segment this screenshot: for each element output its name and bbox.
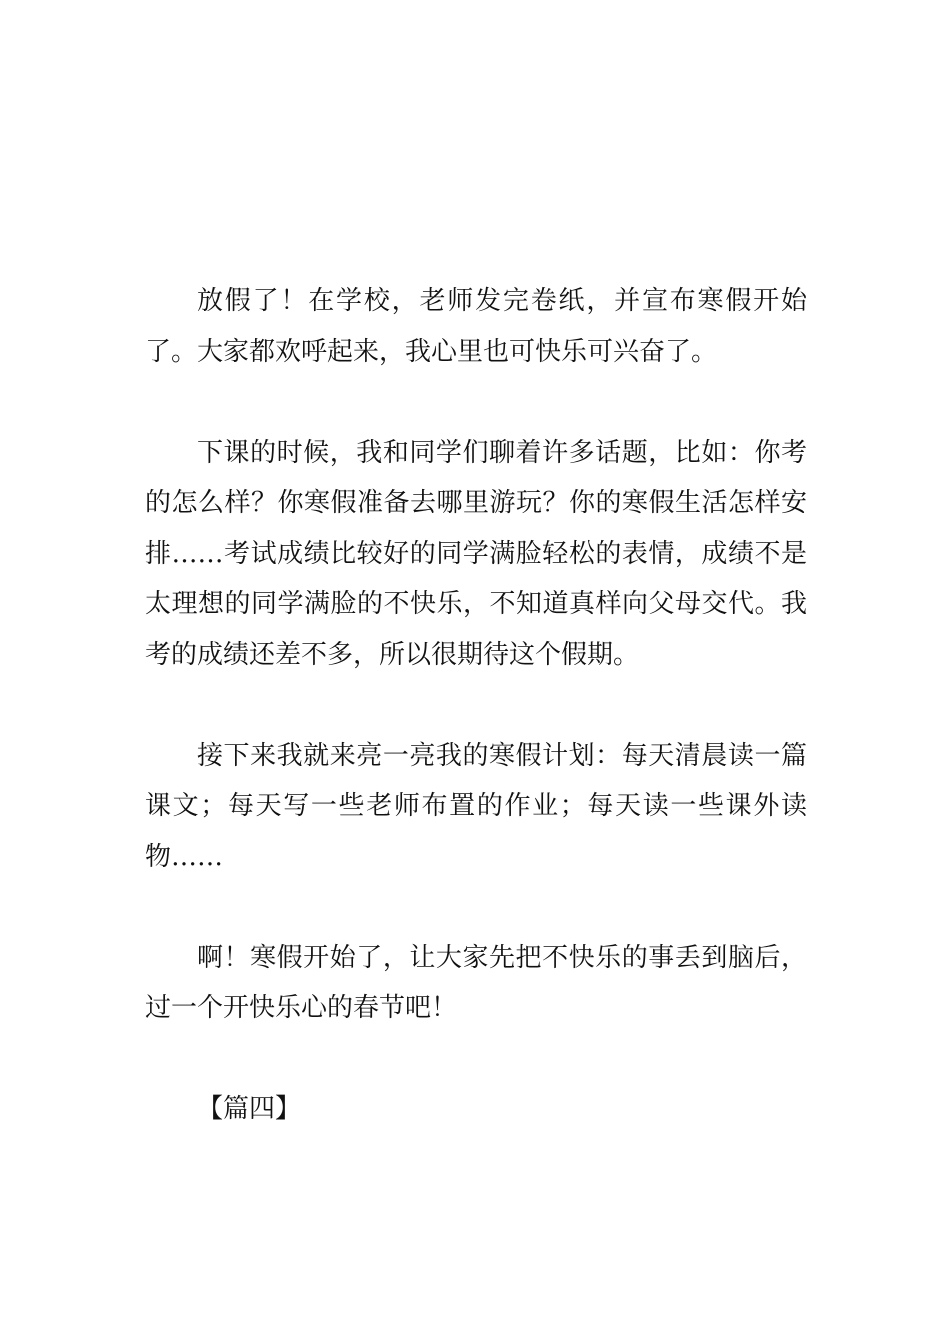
paragraph-2: 下课的时候，我和同学们聊着许多话题，比如：你考的怎么样？你寒假准备去哪里游玩？你的寒假生活怎样安排……考试成绩比较好的同学满脸轻松的表情，成绩不是太理想的同学满脸的不快乐，不知道真样向父母交代。我考的成绩还差不多，所以很期待这个假期。 <box>145 437 807 670</box>
document-body <box>145 276 807 1135</box>
paragraph-4: 啊！寒假开始了，让大家先把不快乐的事丢到脑后，过一个开快乐心的春节吧！ <box>145 942 807 1023</box>
section-heading: 【篇四】 <box>197 1094 302 1124</box>
paragraph-1: 放假了！在学校，老师发完卷纸，并宣布寒假开始了。大家都欢呼起来，我心里也可快乐可兴奋了。 <box>145 286 807 367</box>
paragraph-3: 接下来我就来亮一亮我的寒假计划：每天清晨读一篇课文；每天写一些老师布置的作业；每天读一些课外读物…… <box>145 740 807 872</box>
